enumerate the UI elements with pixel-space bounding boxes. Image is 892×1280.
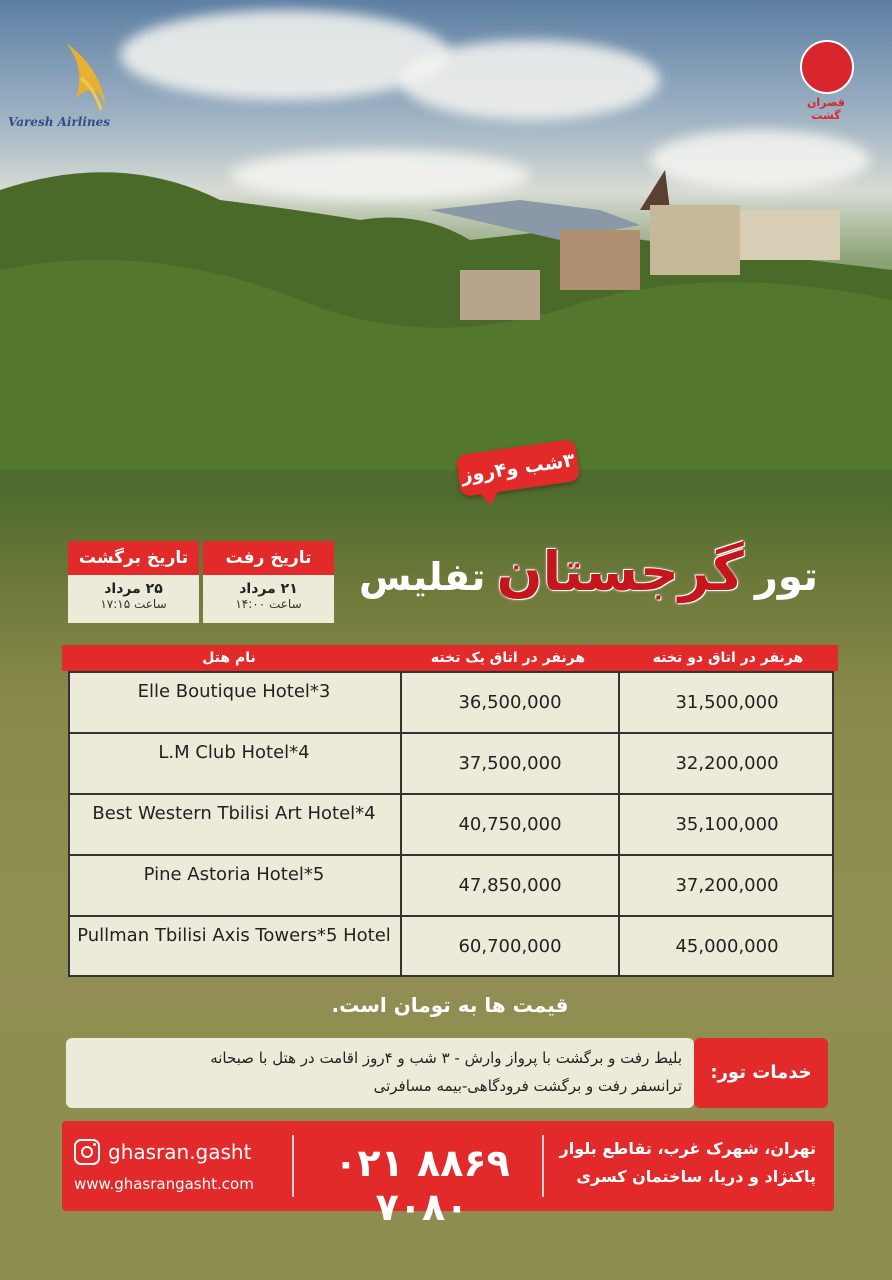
return-label: تاریخ برگشت	[68, 541, 199, 575]
duration-badge: ۳شب و۴روز	[456, 439, 581, 497]
return-date-box	[68, 541, 199, 623]
phone-number[interactable]: ۰۲۱ ۸۸۶۹ ۷۰۸۰	[334, 1141, 510, 1229]
airline-name: Varesh Airlines	[8, 115, 111, 129]
single-price: 47,850,000	[400, 856, 618, 915]
single-price: 36,500,000	[400, 673, 618, 732]
return-day: ۲۵ مرداد	[104, 581, 163, 597]
departure-day: ۲۱ مرداد	[239, 581, 298, 597]
tour-services	[66, 1038, 828, 1108]
hotel-name: Pullman Tbilisi Axis Towers*5 Hotel	[77, 925, 391, 946]
services-text	[66, 1038, 694, 1108]
double-price: 45,000,000	[618, 917, 834, 976]
double-price: 37,200,000	[618, 856, 834, 915]
bird-wing-icon	[56, 38, 111, 113]
divider	[542, 1135, 544, 1197]
services-line-2: ترانسفر رفت و برگشت فرودگاهی-بیمه مسافرتی	[373, 1077, 682, 1095]
departure-label: تاریخ رفت	[203, 541, 334, 575]
title-country: گرجستان	[496, 540, 744, 603]
table-row	[70, 734, 832, 795]
services-line-1: بلیط رفت و برگشت با پرواز وارش - ۳ شب و ۴روز اقامت در هتل با صبحانه	[210, 1049, 682, 1067]
title-city: تفلیس	[359, 555, 486, 599]
address	[554, 1135, 816, 1191]
hotel-name: L.M Club Hotel*4	[158, 742, 310, 763]
header-single: هرنفر در اتاق یک تخته	[430, 650, 586, 666]
instagram-handle: ghasran.gasht	[108, 1140, 252, 1164]
single-price: 40,750,000	[400, 795, 618, 854]
instagram-link[interactable]	[74, 1137, 251, 1167]
cloud	[120, 10, 450, 100]
single-price: 60,700,000	[400, 917, 618, 976]
website-link[interactable]: www.ghasrangasht.com	[74, 1175, 254, 1193]
ghasran-gasht-logo	[792, 40, 860, 124]
landscape-illustration	[0, 150, 892, 470]
divider	[292, 1135, 294, 1197]
table-row	[70, 673, 832, 734]
single-price: 37,500,000	[400, 734, 618, 793]
hotel-name: Pine Astoria Hotel*5	[143, 864, 325, 885]
tour-title	[348, 540, 818, 620]
address-line-1: تهران، شهرک غرب، تقاطع بلوار	[559, 1139, 816, 1158]
double-price: 31,500,000	[618, 673, 834, 732]
price-table	[68, 671, 834, 977]
services-label: خدمات تور:	[694, 1038, 828, 1108]
hotel-name: Elle Boutique Hotel*3	[137, 681, 331, 702]
contact-bar	[62, 1121, 834, 1229]
double-price: 32,200,000	[618, 734, 834, 793]
instagram-icon	[74, 1139, 100, 1165]
table-row	[70, 795, 832, 856]
address-line-2: پاکنژاد و دریا، ساختمان کسری	[576, 1167, 816, 1186]
hotel-name: Best Western Tbilisi Art Hotel*4	[92, 803, 376, 824]
departure-date-box	[203, 541, 334, 623]
agency-name: قصران گشت	[806, 96, 846, 122]
shield-icon	[800, 40, 854, 94]
double-price: 35,100,000	[618, 795, 834, 854]
table-row	[70, 917, 832, 978]
header-double: هرنفر در اتاق دو تخته	[652, 650, 804, 666]
return-time: ساعت ۱۷:۱۵	[100, 597, 167, 611]
header-hotel: نام هتل	[202, 650, 256, 666]
cloud	[400, 40, 660, 120]
price-table-header	[62, 645, 838, 671]
departure-time: ساعت ۱۴:۰۰	[235, 597, 302, 611]
varesh-airlines-logo	[4, 18, 134, 136]
table-row	[70, 856, 832, 917]
price-currency-note: قیمت ها به تومان است.	[331, 993, 569, 1017]
title-tour-word: تور	[754, 554, 818, 600]
